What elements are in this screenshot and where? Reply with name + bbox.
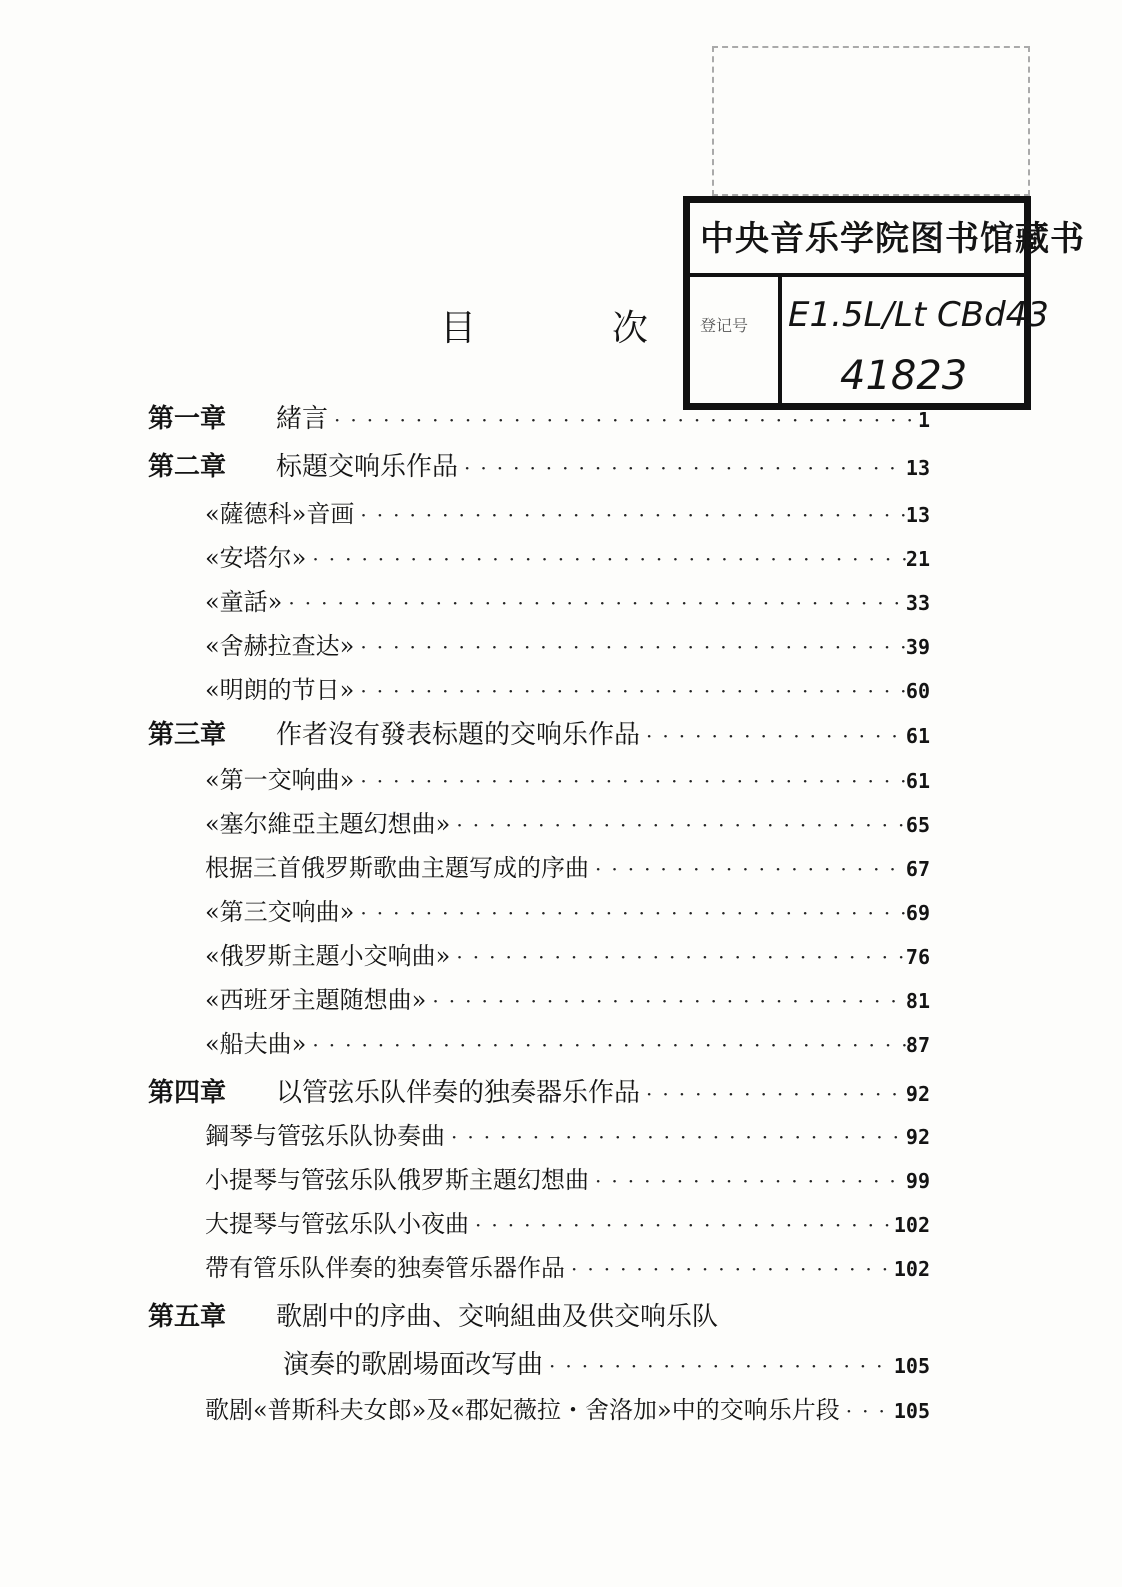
- toc-section-row: [205, 1248, 930, 1283]
- toc-page-number: 69: [905, 901, 930, 925]
- toc-leader-dots: [543, 1354, 894, 1378]
- toc-section-row: [205, 1390, 930, 1425]
- toc-page-number: 60: [905, 679, 930, 703]
- toc-leader-dots: [354, 503, 906, 527]
- toc-leader-dots: [589, 857, 906, 881]
- toc-entry-title: 歌剧«普斯科夫女郎»及«郡妃薇拉・舍洛加»中的交响乐片段: [205, 1396, 840, 1424]
- toc-chapter-title: 以管弦乐队伴奏的独奏器乐作品: [276, 1078, 641, 1108]
- toc-section-row: [205, 538, 930, 573]
- toc-section-row: [205, 804, 930, 839]
- toc-leader-dots: [282, 591, 906, 615]
- stamp-small-label: 登记号: [700, 316, 749, 335]
- toc-entry-title: 演奏的歌剧場面改写曲: [283, 1350, 544, 1380]
- toc-continuation-row: [283, 1344, 930, 1381]
- toc-page-number: 92: [905, 1125, 930, 1149]
- toc-page-number: 87: [905, 1033, 930, 1057]
- toc-chapter-title: 作者沒有發表标題的交响乐作品: [276, 720, 641, 750]
- toc-leader-dots: [458, 456, 906, 480]
- toc-page-number: 39: [905, 635, 930, 659]
- toc-section-row: [205, 980, 930, 1015]
- toc-leader-dots: [306, 1033, 906, 1057]
- toc-leader-dots: [565, 1257, 894, 1281]
- toc-leader-dots: [840, 1399, 894, 1423]
- toc-section-row: [205, 626, 930, 661]
- toc-entry-title: 鋼琴与管弦乐队协奏曲: [205, 1122, 445, 1150]
- toc-entry-title: 小提琴与管弦乐队俄罗斯主題幻想曲: [205, 1166, 589, 1194]
- toc-chapter-row: [148, 398, 930, 435]
- toc-entry-title: «安塔尔»: [205, 544, 307, 572]
- toc-page-number: 33: [905, 591, 930, 615]
- toc-chapter-label: [148, 714, 640, 751]
- title-char-1: 目: [440, 308, 479, 349]
- toc-leader-dots: [450, 945, 906, 969]
- toc-page-number: 13: [905, 456, 930, 480]
- toc-leader-dots: [445, 1125, 906, 1149]
- toc-chapter-row: [148, 1072, 930, 1109]
- toc-page-number: 92: [905, 1082, 930, 1106]
- toc-section-row: [205, 582, 930, 617]
- toc-page-number: 105: [893, 1354, 930, 1378]
- toc-section-row: [205, 1204, 930, 1239]
- toc-leader-dots: [640, 1082, 906, 1106]
- toc-section-row: [205, 1024, 930, 1059]
- toc-leader-dots: [426, 989, 906, 1013]
- toc-chapter-number: 第五章: [148, 1302, 227, 1332]
- toc-chapter-label: [148, 1296, 718, 1333]
- toc-page-number: 102: [893, 1257, 930, 1281]
- toc-entry-title: «薩德科»音画: [205, 500, 355, 528]
- toc-entry-title: «第一交响曲»: [205, 766, 355, 794]
- toc-leader-dots: [328, 408, 918, 432]
- toc-entry-title: 大提琴与管弦乐队小夜曲: [205, 1210, 469, 1238]
- toc-chapter-title: 緒言: [276, 404, 329, 434]
- toc-section-row: [205, 1160, 930, 1195]
- toc-chapter-title: 歌剧中的序曲、交响組曲及供交响乐队: [276, 1302, 719, 1332]
- toc-section-row: [205, 892, 930, 927]
- toc-chapter-row: [148, 446, 930, 483]
- toc-section-row: [205, 760, 930, 795]
- stamp-accession-number: 41823: [840, 353, 968, 399]
- toc-page-number: 65: [905, 813, 930, 837]
- toc-entry-title: «舍赫拉查达»: [205, 632, 355, 660]
- toc-page-number: 13: [905, 503, 930, 527]
- toc-entry-title: «明朗的节日»: [205, 676, 355, 704]
- toc-page-number: 61: [905, 769, 930, 793]
- toc-entry-title: «船夫曲»: [205, 1030, 307, 1058]
- stamp-call-number: E1.5L/Lt CBd43: [788, 295, 1049, 335]
- toc-section-row: [205, 670, 930, 705]
- toc-chapter-number: 第一章: [148, 404, 227, 434]
- toc-section-row: [205, 936, 930, 971]
- toc-chapter-label: [148, 1072, 640, 1109]
- toc-page-number: 1: [917, 408, 930, 432]
- toc-entry-title: «第三交响曲»: [205, 898, 355, 926]
- toc-chapter-row: [148, 1296, 930, 1333]
- toc-entry-title: «俄罗斯主題小交响曲»: [205, 942, 451, 970]
- toc-page-number: 102: [893, 1213, 930, 1237]
- toc-chapter-label: [148, 446, 458, 483]
- toc-chapter-title: 标題交响乐作品: [276, 452, 459, 482]
- title-char-2: 次: [612, 308, 651, 349]
- toc-page-number: 67: [905, 857, 930, 881]
- toc-leader-dots: [589, 1169, 906, 1193]
- toc-entry-title: «西班牙主題随想曲»: [205, 986, 427, 1014]
- toc-entry-title: «童話»: [205, 588, 283, 616]
- toc-chapter-number: 第四章: [148, 1078, 227, 1108]
- toc-entry-title: 根据三首俄罗斯歌曲主題写成的序曲: [205, 854, 589, 882]
- stamp-title: 中央音乐学院图书馆藏书: [700, 219, 1085, 259]
- toc-section-row: [205, 848, 930, 883]
- toc-page-number: 99: [905, 1169, 930, 1193]
- toc-chapter-number: 第二章: [148, 452, 227, 482]
- toc-leader-dots: [354, 769, 906, 793]
- toc-chapter-label: [148, 398, 328, 435]
- toc-page-number: 61: [905, 724, 930, 748]
- toc-entry-title: 帶有管乐队伴奏的独奏管乐器作品: [205, 1254, 565, 1282]
- toc-entry-title: «塞尔維亞主題幻想曲»: [205, 810, 451, 838]
- toc-chapter-number: 第三章: [148, 720, 227, 750]
- toc-section-row: [205, 494, 930, 529]
- toc-leader-dots: [640, 724, 906, 748]
- toc-leader-dots: [306, 547, 906, 571]
- toc-leader-dots: [354, 679, 906, 703]
- toc-section-row: [205, 1116, 930, 1151]
- toc-page-number: 81: [905, 989, 930, 1013]
- toc-leader-dots: [469, 1213, 894, 1237]
- toc-leader-dots: [354, 901, 906, 925]
- toc-page-number: 105: [893, 1399, 930, 1423]
- toc-page-number: 76: [905, 945, 930, 969]
- toc-chapter-row: [148, 714, 930, 751]
- toc-leader-dots: [354, 635, 906, 659]
- toc-page-number: 21: [905, 547, 930, 571]
- toc-leader-dots: [450, 813, 906, 837]
